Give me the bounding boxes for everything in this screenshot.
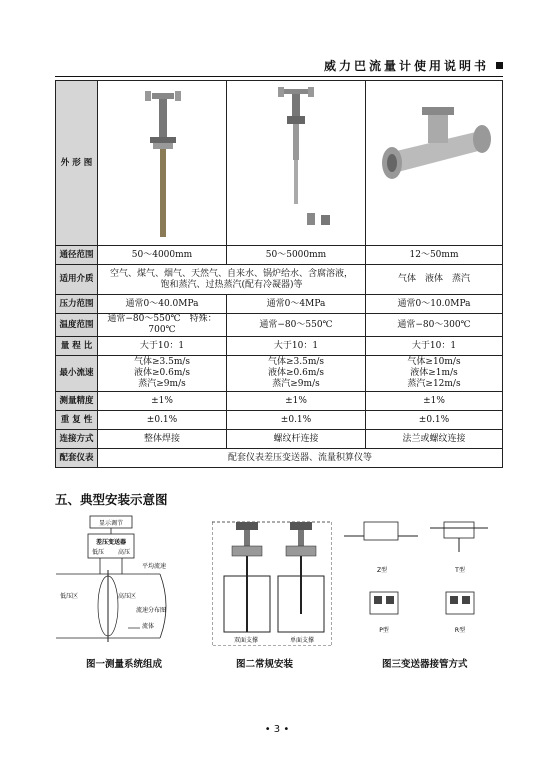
header-square-mark (496, 62, 503, 69)
table-cell: 气体 液体 蒸汽 (366, 265, 503, 295)
table-row (56, 295, 503, 314)
medium-line-1: 空气、煤气、烟气、天然气、自来水、锅炉给水、含腐溶液， (109, 268, 353, 279)
r-type-label: R型 (454, 627, 466, 634)
sensor-integral-image (100, 81, 224, 241)
min-velocity-liquid: 液体≥1m/s (410, 368, 458, 378)
table-cell: 50～5000mm (227, 246, 366, 265)
measurement-system-diagram (56, 514, 186, 652)
row-label: 温度范围 (56, 314, 98, 337)
medium-line-2: 饱和蒸汽、过热蒸汽(配有冷凝器)等 (160, 279, 303, 290)
min-velocity-steam: 蒸汽≥9m/s (138, 379, 186, 389)
row-label: 压力范围 (56, 295, 98, 314)
table-row (56, 411, 503, 430)
table-row (56, 356, 503, 392)
product-image-2 (227, 81, 366, 246)
spec-table (55, 80, 503, 468)
row-label: 量 程 比 (56, 337, 98, 356)
z-type-label: Z型 (376, 567, 388, 574)
table-cell: 大于10：1 (366, 337, 503, 356)
high-port-label: 高压 (117, 549, 131, 556)
table-row (56, 337, 503, 356)
table-cell: 12～50mm (366, 246, 503, 265)
table-cell: 大于10：1 (98, 337, 227, 356)
fluid-label: 流体 (142, 623, 155, 630)
table-cell: 通常0～10.0MPa (366, 295, 503, 314)
min-velocity-gas: 气体≥3.5m/s (267, 357, 325, 367)
row-label: 配套仪表 (56, 449, 98, 468)
sensor-flanged-image (368, 81, 500, 241)
table-cell (366, 356, 503, 392)
low-zone-label: 低压区 (60, 593, 79, 600)
row-label: 连接方式 (56, 430, 98, 449)
header-title: 威力巴流量计使用说明书 (323, 59, 489, 73)
min-velocity-gas: 气体≥10m/s (407, 357, 461, 367)
table-cell: 通常−80～300℃ (366, 314, 503, 337)
table-cell: ±1% (366, 392, 503, 411)
table-cell: 大于10：1 (227, 337, 366, 356)
display-label: 显示调节 (98, 520, 124, 527)
table-cell: 通常−80～550℃ 特殊：700℃ (98, 314, 227, 337)
transmitter-label: 差压变送器 (95, 539, 127, 546)
table-cell: ±1% (98, 392, 227, 411)
table-row (56, 314, 503, 337)
figure-2-caption: 图二常规安装 (236, 659, 294, 670)
table-cell (98, 356, 227, 392)
table-cell: 整体焊接 (98, 430, 227, 449)
product-image-3 (366, 81, 503, 246)
table-row (56, 449, 503, 468)
min-velocity-steam: 蒸汽≥12m/s (407, 379, 461, 389)
installation-diagram (212, 514, 332, 646)
t-type-label: T型 (455, 567, 465, 574)
table-cell: ±1% (227, 392, 366, 411)
sensor-threaded-image (229, 81, 363, 241)
table-cell: 通常−80～550℃ (227, 314, 366, 337)
table-cell: 配套仪表差压变送器、流量积算仪等 (98, 449, 503, 468)
table-cell: 螺纹杆连接 (227, 430, 366, 449)
section-title: 五、典型安装示意图 (55, 492, 168, 507)
row-label: 最小流速 (56, 356, 98, 392)
row-label: 外 形 图 (56, 81, 98, 246)
row-label: 测量精度 (56, 392, 98, 411)
avg-velocity-label: 平均流速 (142, 563, 167, 570)
table-row (56, 392, 503, 411)
transmitter-piping-diagram (344, 514, 498, 646)
min-velocity-liquid: 液体≥0.6m/s (133, 368, 191, 378)
page-header (55, 56, 503, 77)
table-row (56, 81, 503, 246)
min-velocity-liquid: 液体≥0.6m/s (267, 368, 325, 378)
double-support-label: 双面支撑 (233, 637, 259, 644)
table-row (56, 430, 503, 449)
velocity-distribution-label: 流速分布图 (136, 607, 167, 614)
row-label: 重 复 性 (56, 411, 98, 430)
min-velocity-gas: 气体≥3.5m/s (133, 357, 191, 367)
product-image-1 (98, 81, 227, 246)
row-label: 通径范围 (56, 246, 98, 265)
single-support-label: 单面支撑 (289, 637, 315, 644)
table-cell: ±0.1% (98, 411, 227, 430)
row-label: 适用介质 (56, 265, 98, 295)
page-number: • 3 • (264, 724, 290, 735)
low-port-label: 低压 (91, 549, 105, 556)
high-zone-label: 高压区 (118, 593, 137, 600)
table-cell: 通常0～40.0MPa (98, 295, 227, 314)
figure-3-caption: 图三变送器接管方式 (382, 659, 468, 670)
table-cell (227, 356, 366, 392)
table-cell: ±0.1% (366, 411, 503, 430)
table-cell: 50～4000mm (98, 246, 227, 265)
figure-1-caption: 图一测量系统组成 (86, 659, 163, 670)
table-cell: 法兰或螺纹连接 (366, 430, 503, 449)
table-cell: ±0.1% (227, 411, 366, 430)
table-row (56, 246, 503, 265)
min-velocity-steam: 蒸汽≥9m/s (272, 379, 320, 389)
table-row (56, 265, 503, 295)
table-cell: 通常0～4MPa (227, 295, 366, 314)
p-type-label: P型 (379, 627, 389, 634)
table-cell (98, 265, 366, 295)
